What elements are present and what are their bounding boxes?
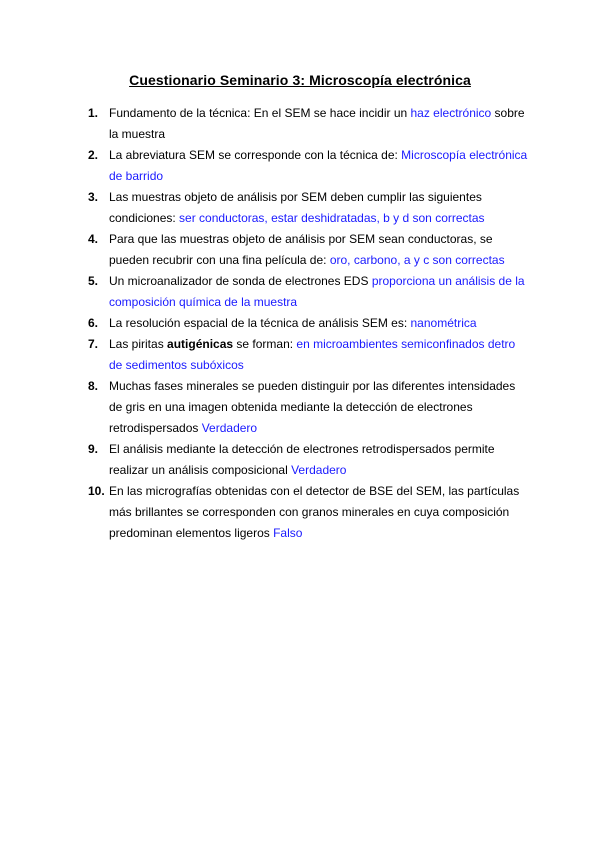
question-text: Un microanalizador de sonda de electrones EDS: [109, 274, 372, 288]
answer-text: Falso: [273, 526, 303, 540]
answer-text: Verdadero: [201, 421, 258, 435]
question-item-8: [88, 376, 528, 439]
answer-text: Verdadero: [291, 463, 347, 477]
answer-text: en microambientes semiconfinados detro de sedimentos subóxicos: [109, 337, 516, 372]
question-item-6: [88, 313, 528, 334]
question-item-10: [88, 481, 528, 544]
answer-text: nanométrica: [410, 316, 477, 330]
question-text: La abreviatura SEM se corresponde con la técnica de:: [109, 148, 402, 162]
question-text: En las micrografías obtenidas con el detector de BSE del SEM, las partículas más brillantes se corresponden con granos minerales en cuya composición predominan elementos ligeros: [109, 484, 520, 540]
question-text-continued: sobre la muestra: [109, 106, 525, 141]
answer-text: oro, carbono, a y c son correctas: [329, 253, 505, 267]
question-number: 6.: [88, 316, 99, 330]
question-text-continued: se forman:: [233, 337, 297, 351]
question-item-9: [88, 439, 528, 481]
bold-term: autigénicas: [167, 337, 234, 351]
question-number: 3.: [88, 190, 99, 204]
question-text: Muchas fases minerales se pueden distinguir por las diferentes intensidades de gris en una imagen obtenida mediante la detección de electrones retrodispersados: [109, 379, 516, 435]
question-number: 8.: [88, 379, 99, 393]
question-number: 9.: [88, 442, 99, 456]
question-item-7: [88, 334, 528, 376]
question-text: Para que las muestras objeto de análisis por SEM sean conductoras, se pueden recubrir con una fina película de:: [109, 232, 493, 267]
question-text: El análisis mediante la detección de electrones retrodispersados permite realizar un análisis composicional: [109, 442, 495, 477]
document-title: Cuestionario Seminario 3: Microscopía electrónica: [129, 72, 471, 88]
question-text: La resolución espacial de la técnica de análisis SEM es:: [109, 316, 411, 330]
question-item-2: [88, 145, 528, 187]
answer-text: proporciona un análisis de la composición química de la muestra: [109, 274, 525, 309]
question-text: Las muestras objeto de análisis por SEM deben cumplir las siguientes condiciones:: [109, 190, 482, 225]
question-text: Fundamento de la técnica: En el SEM se hace incidir un: [109, 106, 411, 120]
question-item-3: [88, 187, 528, 229]
question-number: 1.: [88, 106, 99, 120]
answer-text: ser conductoras, estar deshidratadas, b y d son correctas: [179, 211, 485, 225]
question-item-5: [88, 271, 528, 313]
question-list: [88, 103, 528, 544]
answer-text: Microscopía electrónica de barrido: [109, 148, 528, 183]
answer-text: haz electrónico: [410, 106, 492, 120]
question-number: 4.: [88, 232, 99, 246]
question-number: 5.: [88, 274, 99, 288]
question-number: 7.: [88, 337, 99, 351]
question-item-4: [88, 229, 528, 271]
question-text: Las piritas: [109, 337, 168, 351]
question-number: 10.: [88, 484, 105, 498]
question-number: 2.: [88, 148, 99, 162]
question-item-1: [88, 103, 528, 145]
